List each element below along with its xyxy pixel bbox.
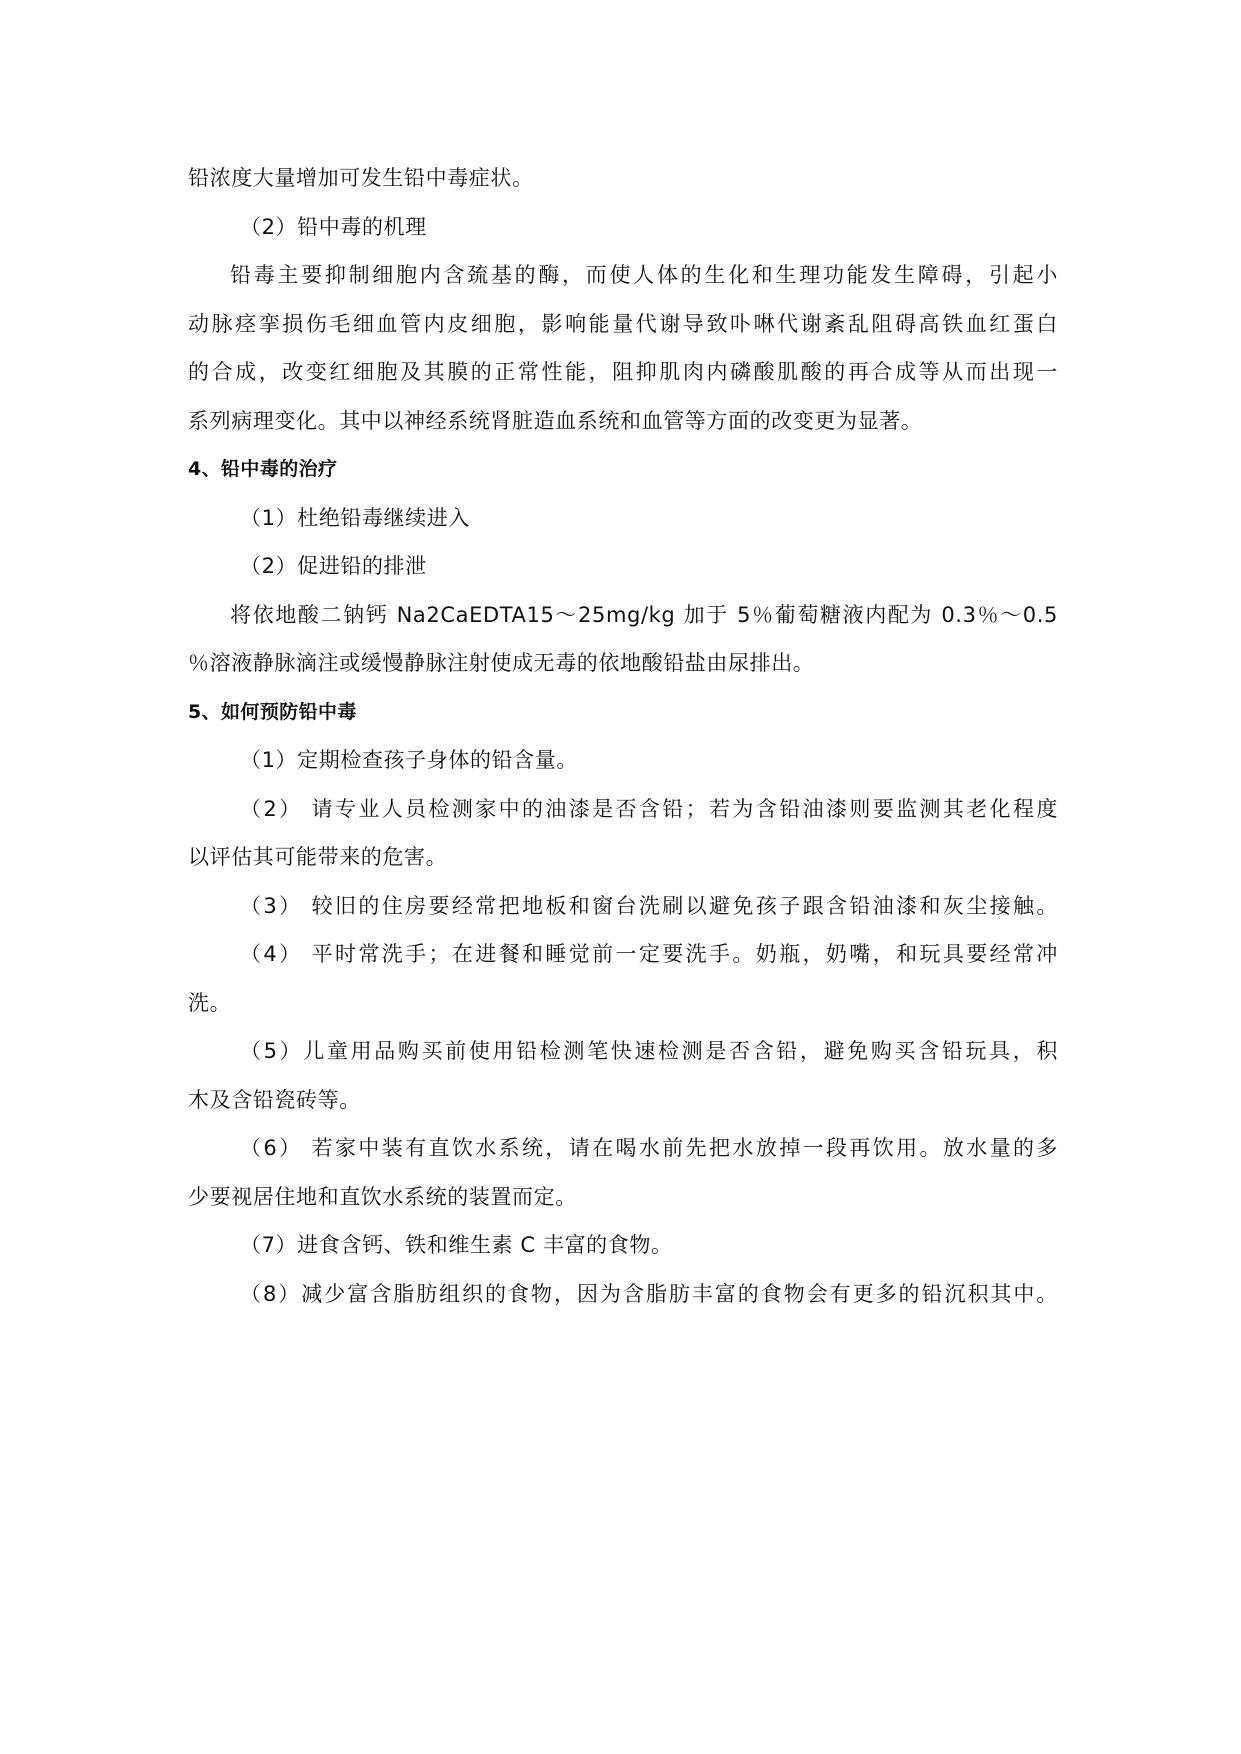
list-item: （1）定期检查孩子身体的铅含量。 [240,748,578,772]
list-item-continuation: 以评估其可能带来的危害。 [188,845,448,869]
list-item: （3） 较旧的住房要经常把地板和窗台洗刷以避免孩子跟含铅油漆和灰尘接触。 [240,893,1058,918]
list-item: （7）进食含钙、铁和维生素 C 丰富的食物。 [240,1233,673,1257]
paragraph-line: 将依地酸二钠钙 Na2CaEDTA15～25mg/kg 加于 5％葡萄糖液内配为 0.3％～0.5 [230,602,1058,627]
list-item: （4） 平时常洗手；在进餐和睡觉前一定要洗手。奶瓶，奶嘴，和玩具要经常冲 [240,942,1058,966]
paragraph-line: 的合成，改变红细胞及其膜的正常性能，阻抑肌肉内磷酸肌酸的再合成等从而出现一 [188,360,1058,384]
section-heading-treatment: 4、铅中毒的治疗 [188,458,338,480]
section-heading-prevention: 5、如何预防铅中毒 [188,700,357,723]
list-item: （2） 请专业人员检测家中的油漆是否含铅；若为含铅油漆则要监测其老化程度 [240,796,1058,821]
paragraph-line: 系列病理变化。其中以神经系统肾脏造血系统和血管等方面的改变更为显著。 [188,408,923,433]
subheading-mechanism: （2）铅中毒的机理 [240,214,427,239]
paragraph-line: 铅毒主要抑制细胞内含巯基的酶，而使人体的生化和生理功能发生障碍，引起小 [230,263,1058,287]
document-body [188,154,1058,1318]
list-item: （8）减少富含脂肪组织的食物，因为含脂肪丰富的食物会有更多的铅沉积其中。 [240,1281,1058,1306]
list-item: （2）促进铅的排泄 [240,554,427,578]
list-item-continuation: 木及含铅瓷砖等。 [188,1087,361,1112]
list-item-continuation: 洗。 [188,990,232,1015]
paragraph-line: ％溶液静脉滴注或缓慢静脉注射使成无毒的依地酸铅盐由尿排出。 [188,651,815,675]
list-item: （6） 若家中装有直饮水系统，请在喝水前先把水放掉一段再饮用。放水量的多 [240,1136,1058,1160]
list-item: （1）杜绝铅毒继续进入 [240,505,470,530]
list-item: （5）儿童用品购买前使用铅检测笔快速检测是否含铅，避免购买含铅玩具，积 [240,1039,1058,1063]
paragraph-line: 动脉痉挛损伤毛细血管内皮细胞，影响能量代谢导致卟啉代谢紊乱阻碍高铁血红蛋白 [188,311,1058,336]
paragraph-line: 铅浓度大量增加可发生铅中毒症状。 [188,166,534,190]
list-item-continuation: 少要视居住地和直饮水系统的装置而定。 [188,1184,577,1209]
